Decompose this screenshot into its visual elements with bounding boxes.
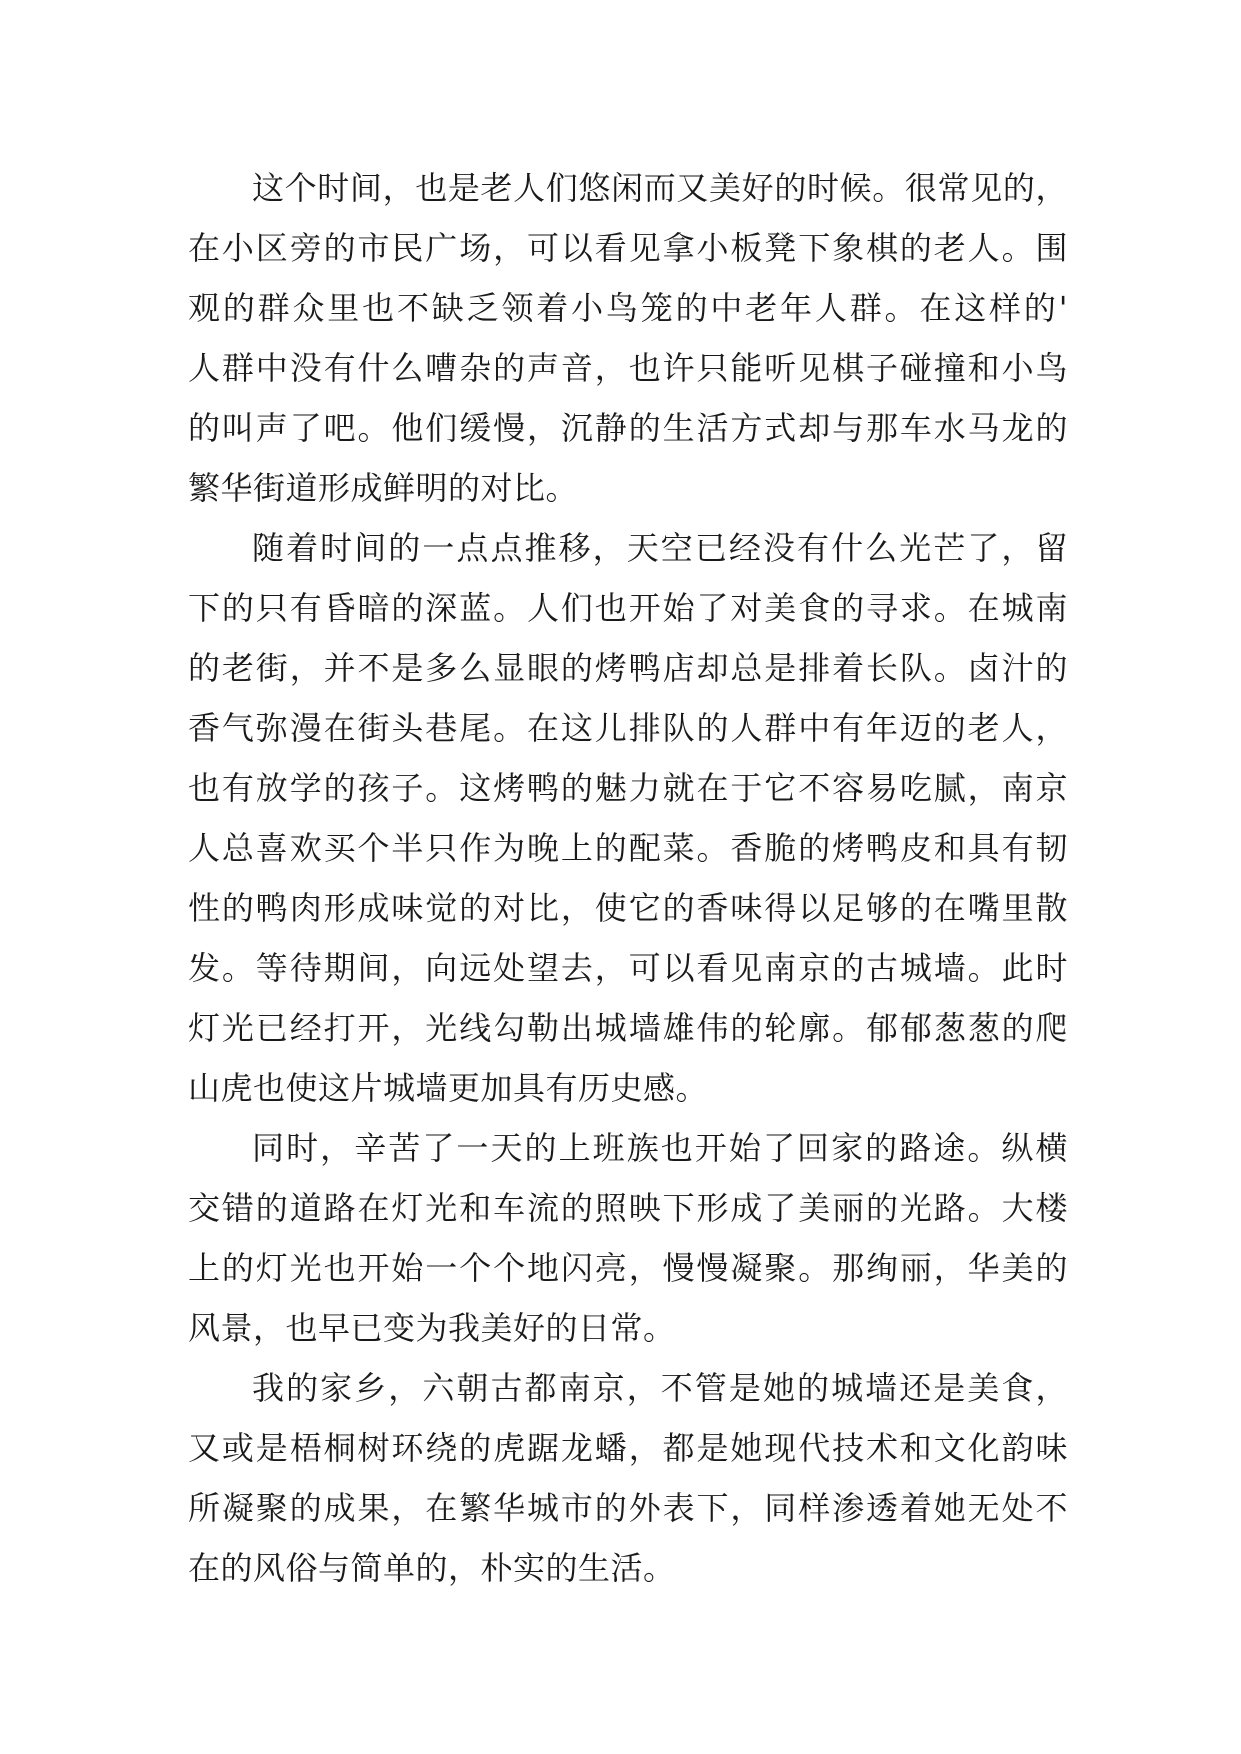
text-line: 又或是梧桐树环绕的虎踞龙蟠，都是她现代技术和文化韵味 — [188, 1429, 1068, 1467]
text-line: 风景，也早已变为我美好的日常。 — [188, 1309, 676, 1347]
text-line: 的老街，并不是多么显眼的烤鸭店却总是排着长队。卤汁的 — [188, 649, 1068, 687]
text-line: 发。等待期间，向远处望去，可以看见南京的古城墙。此时 — [188, 949, 1068, 987]
text-line: 上的灯光也开始一个个地闪亮，慢慢凝聚。那绚丽，华美的 — [188, 1249, 1068, 1287]
text-line: 香气弥漫在街头巷尾。在这儿排队的人群中有年迈的老人， — [188, 709, 1068, 747]
text-line: 这个时间，也是老人们悠闲而又美好的时候。很常见的， — [252, 169, 1068, 207]
text-line: 所凝聚的成果，在繁华城市的外表下，同样渗透着她无处不 — [188, 1489, 1068, 1527]
paragraph — [188, 518, 1068, 1118]
text-line: 在小区旁的市民广场，可以看见拿小板凳下象棋的老人。围 — [188, 229, 1068, 267]
paragraph — [188, 1358, 1068, 1598]
text-line: 下的只有昏暗的深蓝。人们也开始了对美食的寻求。在城南 — [188, 589, 1068, 627]
text-line: 观的群众里也不缺乏领着小鸟笼的中老年人群。在这样的' — [188, 289, 1068, 327]
text-line: 人群中没有什么嘈杂的声音，也许只能听见棋子碰撞和小鸟 — [188, 349, 1068, 387]
text-line: 同时，辛苦了一天的上班族也开始了回家的路途。纵横 — [252, 1129, 1068, 1167]
text-line: 也有放学的孩子。这烤鸭的魅力就在于它不容易吃腻，南京 — [188, 769, 1068, 807]
paragraph — [188, 1118, 1068, 1358]
paragraph — [188, 158, 1068, 518]
text-line: 繁华街道形成鲜明的对比。 — [188, 469, 579, 507]
text-line: 交错的道路在灯光和车流的照映下形成了美丽的光路。大楼 — [188, 1189, 1068, 1227]
text-line: 性的鸭肉形成味觉的对比，使它的香味得以足够的在嘴里散 — [188, 889, 1068, 927]
text-line: 人总喜欢买个半只作为晚上的配菜。香脆的烤鸭皮和具有韧 — [188, 829, 1068, 867]
text-line: 山虎也使这片城墙更加具有历史感。 — [188, 1069, 709, 1107]
text-line: 在的风俗与简单的，朴实的生活。 — [188, 1549, 676, 1587]
text-line: 我的家乡，六朝古都南京，不管是她的城墙还是美食， — [252, 1369, 1068, 1407]
text-line: 的叫声了吧。他们缓慢，沉静的生活方式却与那车水马龙的 — [188, 409, 1068, 447]
essay-body — [188, 158, 1068, 1598]
text-line: 随着时间的一点点推移，天空已经没有什么光芒了，留 — [252, 529, 1068, 567]
text-line: 灯光已经打开，光线勾勒出城墙雄伟的轮廓。郁郁葱葱的爬 — [188, 1009, 1068, 1047]
